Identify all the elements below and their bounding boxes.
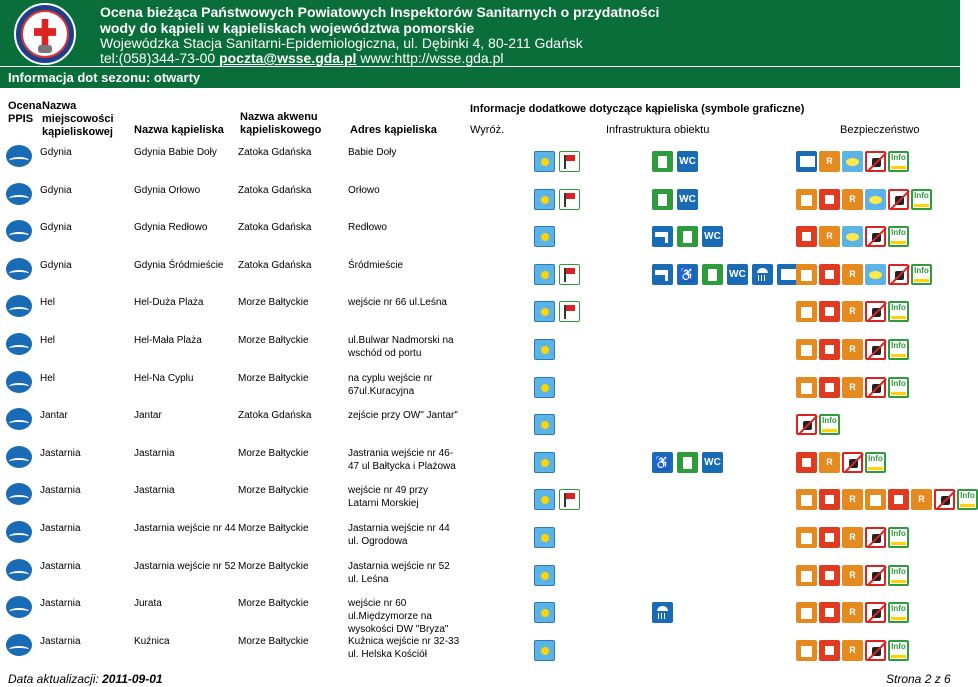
wc-icon: WC (727, 264, 748, 285)
info-board-icon: Info (888, 640, 909, 661)
cell-address: na cyplu wejście nr 67ul.Kuracyjna (348, 372, 433, 397)
shower-icon (752, 264, 773, 285)
cell-address: Redłowo (348, 222, 387, 234)
cell-town: Jastarnia (40, 635, 81, 647)
info-board-icon: Info (888, 602, 909, 623)
table-row (0, 331, 960, 368)
rescue-icon: R (842, 264, 863, 285)
sun-icon (534, 489, 555, 510)
cell-water: Morze Bałtyckie (238, 523, 309, 534)
sun-icon (534, 452, 555, 473)
rescue-icon: R (842, 189, 863, 210)
first-aid-icon (796, 452, 817, 473)
water-quality-icon (6, 446, 32, 468)
station-address: Wojewódzka Stacja Sanitarni-Epidemiologiczna, ul. Dębinki 4, 80-211 Gdańsk (100, 35, 583, 51)
rescue-icon: R (911, 489, 932, 510)
cell-beach: Gdynia Redłowo (134, 222, 208, 234)
cell-town: Jastarnia (40, 598, 81, 610)
cell-beach: Hel-Na Cyplu (134, 372, 194, 384)
water-quality-icon (6, 333, 32, 355)
lifeguard-hut-icon (796, 377, 817, 398)
first-aid-icon (819, 264, 840, 285)
cell-beach: Jastarnia wejście nr 44 (134, 523, 236, 534)
rescue-icon: R (842, 377, 863, 398)
rescue-icon: R (819, 151, 840, 172)
cell-water: Zatoka Gdańska (238, 147, 312, 158)
first-aid-icon (819, 602, 840, 623)
rescue-icon: R (842, 339, 863, 360)
water-quality-icon (6, 596, 32, 618)
rescue-icon: R (819, 452, 840, 473)
water-quality-icon (6, 145, 32, 167)
lifeguard-hut-icon (796, 301, 817, 322)
lifeguard-hut-icon (796, 565, 817, 586)
table-row (0, 181, 960, 218)
cell-beach: Hel-Mała Plaża (134, 335, 202, 346)
info-board-icon: Info (911, 264, 932, 285)
info-board-icon: Info (888, 377, 909, 398)
flag-icon (559, 151, 580, 172)
cell-water: Zatoka Gdańska (238, 410, 312, 422)
no-dogs-icon (865, 640, 886, 661)
cell-beach: Jastarnia wejście nr 52 (134, 560, 236, 572)
lifeguard-hut-icon (796, 527, 817, 548)
water-quality-icon (6, 559, 32, 581)
col-address: Adres kąpieliska (350, 124, 437, 136)
cell-address: Jastarnia wejście nr 52 ul. Leśna (348, 560, 450, 585)
table-row (0, 444, 960, 481)
sun-icon (534, 189, 555, 210)
info-board-icon: Info (888, 301, 909, 322)
col-beach: Nazwa kąpieliska (134, 124, 224, 136)
info-board-icon: Info (957, 489, 978, 510)
cell-water: Morze Bałtyckie (238, 297, 309, 309)
cell-town: Hel (40, 297, 56, 309)
no-dogs-icon (865, 602, 886, 623)
first-aid-icon (819, 640, 840, 661)
info-board-icon: Info (865, 452, 886, 473)
cell-town: Gdynia (40, 259, 72, 271)
cell-water: Zatoka Gdańska (238, 259, 312, 271)
cell-address: Jastrania wejście nr 46-47 ul Bałtycka i Plażowa (348, 447, 456, 472)
water-quality-icon (6, 183, 32, 205)
table-row (0, 218, 960, 255)
col-town: Nazwa miejscowości kąpieliskowej (42, 100, 114, 138)
sun-icon (534, 414, 555, 435)
cell-beach: Jastarnia (134, 485, 175, 497)
cell-address: Śródmieście (348, 259, 404, 271)
season-status: Informacja dot sezonu: otwarty (0, 66, 960, 88)
cell-address: ul.Bulwar Nadmorski na wschód od portu (348, 335, 454, 359)
cell-address: wejście nr 49 przy Latarni Morskiej (348, 485, 429, 510)
no-dogs-icon (865, 565, 886, 586)
water-tap-icon (652, 264, 673, 285)
water-quality-icon (6, 258, 32, 280)
cell-town: Gdynia (40, 147, 72, 158)
rescue-icon: R (819, 226, 840, 247)
water-quality-icon (6, 634, 32, 656)
first-aid-icon (819, 339, 840, 360)
no-dogs-icon (842, 452, 863, 473)
first-aid-icon (819, 565, 840, 586)
sun-icon (534, 377, 555, 398)
cell-water: Morze Bałtyckie (238, 372, 309, 384)
cell-address: wejście nr 66 ul.Leśna (348, 297, 447, 309)
trash-bin-icon (652, 189, 673, 210)
cell-beach: Jastarnia (134, 447, 175, 459)
cell-water: Morze Bałtyckie (238, 335, 309, 346)
cell-town: Jastarnia (40, 485, 81, 497)
wc-icon: WC (702, 452, 723, 473)
no-dogs-icon (796, 414, 817, 435)
first-aid-icon (888, 489, 909, 510)
page-title: Ocena bieżąca Państwowych Powiatowych Inspektorów Sanitarnych o przydatności wody do kąpieli w kąpieliskach województwa pomorskie (100, 4, 660, 36)
cell-water: Morze Bałtyckie (238, 635, 309, 647)
cell-beach: Gdynia Orłowo (134, 184, 201, 196)
cell-water: Zatoka Gdańska (238, 222, 312, 234)
first-aid-icon (819, 489, 840, 510)
water-quality-icon (6, 371, 32, 393)
cell-town: Hel (40, 372, 56, 384)
cell-beach: Gdynia Śródmieście (134, 259, 224, 271)
cell-town: Jastarnia (40, 560, 81, 572)
col-water: Nazwa akwenu kąpieliskowego (240, 111, 322, 136)
cell-beach: Jantar (134, 410, 162, 422)
info-board-icon: Info (888, 151, 909, 172)
info-board-icon: Info (888, 339, 909, 360)
no-dogs-icon (934, 489, 955, 510)
lifeguard-icon (796, 151, 817, 172)
lifeguard-hut-icon (796, 339, 817, 360)
no-dogs-icon (865, 527, 886, 548)
sun-icon (534, 151, 555, 172)
cell-beach: Jurata (134, 598, 162, 610)
sun-icon (534, 301, 555, 322)
duck-icon (865, 189, 886, 210)
wheelchair-icon: ♿ (652, 452, 673, 473)
cell-address: Orłowo (348, 184, 380, 196)
sun-icon (534, 226, 555, 247)
no-dogs-icon (865, 377, 886, 398)
contact-line (100, 51, 504, 66)
no-dogs-icon (865, 226, 886, 247)
sun-icon (534, 339, 555, 360)
table-row (0, 632, 960, 669)
table-row (0, 519, 960, 556)
page-number: Strona 2 z 6 (886, 672, 951, 686)
sun-icon (534, 640, 555, 661)
water-quality-icon (6, 483, 32, 505)
water-quality-icon (6, 408, 32, 430)
phone: tel:(058)344-73-00 (100, 50, 216, 66)
flag-icon (559, 301, 580, 322)
cell-town: Jastarnia (40, 523, 81, 534)
email-link[interactable]: poczta@wsse.gda.pl (219, 50, 357, 66)
cell-water: Morze Bałtyckie (238, 485, 309, 497)
first-aid-icon (796, 226, 817, 247)
table-row (0, 481, 975, 518)
cell-town: Gdynia (40, 222, 72, 234)
cell-town: Jantar (40, 410, 68, 422)
table-row (0, 594, 960, 636)
wc-icon: WC (677, 189, 698, 210)
info-board-icon: Info (888, 226, 909, 247)
col-wyroz: Wyróż. (470, 124, 505, 136)
lifeguard-hut-icon (796, 264, 817, 285)
duck-icon (865, 264, 886, 285)
trash-bin-icon (702, 264, 723, 285)
rescue-icon: R (842, 565, 863, 586)
water-quality-icon (6, 220, 32, 242)
col-info: Informacje dodatkowe dotyczące kąpieliska (symbole graficzne) (470, 103, 805, 115)
lifeguard-hut-icon (796, 489, 817, 510)
trash-bin-icon (652, 151, 673, 172)
water-quality-icon (6, 521, 32, 543)
first-aid-icon (819, 189, 840, 210)
lifeguard-hut-icon (865, 489, 886, 510)
info-board-icon: Info (888, 527, 909, 548)
update-info: Data aktualizacji: 2011-09-01 (8, 672, 163, 686)
cell-town: Jastarnia (40, 447, 81, 459)
cell-beach: Gdynia Babie Doły (134, 147, 217, 158)
cell-beach: Hel-Duża Plaża (134, 297, 204, 309)
sanepid-logo-icon (14, 3, 76, 65)
cell-address: Babie Doły (348, 147, 397, 158)
lifeguard-icon (777, 264, 798, 285)
info-board-icon: Info (819, 414, 840, 435)
cell-water: Morze Bałtyckie (238, 560, 309, 572)
water-quality-icon (6, 295, 32, 317)
rescue-icon: R (842, 527, 863, 548)
no-dogs-icon (865, 301, 886, 322)
lifeguard-hut-icon (796, 602, 817, 623)
trash-bin-icon (677, 226, 698, 247)
flag-icon (559, 264, 580, 285)
lifeguard-hut-icon (796, 640, 817, 661)
shower-icon (652, 602, 673, 623)
sun-icon (534, 602, 555, 623)
sun-icon (534, 264, 555, 285)
cell-water: Morze Bałtyckie (238, 598, 309, 610)
lifeguard-hut-icon (796, 189, 817, 210)
no-dogs-icon (865, 151, 886, 172)
col-ppis: Ocena PPIS (8, 100, 42, 125)
rescue-icon: R (842, 602, 863, 623)
cell-water: Zatoka Gdańska (238, 184, 312, 196)
table-row (0, 293, 960, 330)
no-dogs-icon (888, 189, 909, 210)
wheelchair-icon: ♿ (677, 264, 698, 285)
flag-icon (559, 489, 580, 510)
rescue-icon: R (842, 301, 863, 322)
page-header (0, 0, 960, 66)
www-link[interactable]: www:http://wsse.gda.pl (360, 50, 504, 66)
rescue-icon: R (842, 640, 863, 661)
table-row (0, 143, 960, 180)
flag-icon (559, 189, 580, 210)
col-infra: Infrastruktura obiektu (606, 124, 710, 136)
duck-icon (842, 151, 863, 172)
info-board-icon: Info (911, 189, 932, 210)
cell-address: Jastarnia wejście nr 44 ul. Ogrodowa (348, 523, 450, 547)
cell-address: wejście nr 60 ul.Międzymorze na wysokości DW "Bryza" (348, 598, 449, 636)
info-board-icon: Info (888, 565, 909, 586)
no-dogs-icon (865, 339, 886, 360)
cell-beach: Kuźnica (134, 635, 170, 647)
col-safety: Bezpieczeństwo (840, 124, 920, 136)
table-row (0, 256, 960, 293)
sun-icon (534, 527, 555, 548)
table-row (0, 557, 960, 594)
table-row (0, 406, 960, 443)
no-dogs-icon (888, 264, 909, 285)
cell-address: Kuźnica wejście nr 32-33 ul. Helska Kościół (348, 635, 460, 660)
first-aid-icon (819, 377, 840, 398)
sun-icon (534, 565, 555, 586)
table-row (0, 369, 960, 406)
cell-water: Morze Bałtyckie (238, 447, 309, 459)
trash-bin-icon (677, 452, 698, 473)
water-tap-icon (652, 226, 673, 247)
rescue-icon: R (842, 489, 863, 510)
wc-icon: WC (677, 151, 698, 172)
duck-icon (842, 226, 863, 247)
wc-icon: WC (702, 226, 723, 247)
cell-town: Gdynia (40, 184, 72, 196)
cell-address: zejście przy OW" Jantar" (348, 410, 458, 422)
first-aid-icon (819, 527, 840, 548)
cell-town: Hel (40, 335, 56, 346)
first-aid-icon (819, 301, 840, 322)
